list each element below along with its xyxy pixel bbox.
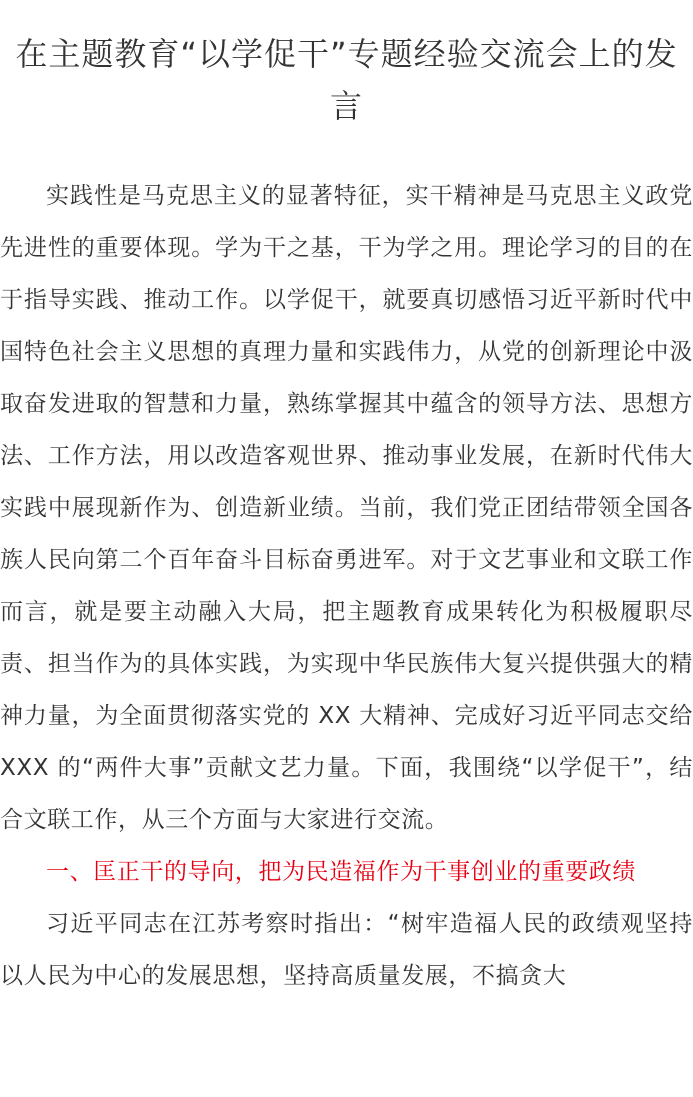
document-body (0, 170, 693, 1002)
body-paragraph: 习近平同志在江苏考察时指出：“树牢造福人民的政绩观坚持以人民为中心的发展思想，坚持高质量发展，不搞贪大 (0, 911, 693, 989)
body-paragraph: 实践性是马克思主义的显著特征，实干精神是马克思主义政党先进性的重要体现。学为干之基，干为学之用。理论学习的目的在于指导实践、推动工作。以学促干，就要真切感悟习近平新时代中国特色社会主义思想的真理力量和实践伟力，从党的创新理论中汲取奋发进取的智慧和力量，熟练掌握其中蕴含的领导方法、思想方法、工作方法，用以改造客观世界、推动事业发展，在新时代伟大实践中展现新作为、创造新业绩。当前，我们党正团结带领全国各族人民向第二个百年奋斗目标奋勇进军。对于文艺事业和文联工作而言，就是要主动融入大局，把主题教育成果转化为积极履职尽责、担当作为的具体实践，为实现中华民族伟大复兴提供强大的精神力量，为全面贯彻落实党的 XX 大精神、完成好习近平同志交给 XXX 的“两件大事”贡献文艺力量。下面，我围绕“以学促干”，结合文联工作，从三个方面与大家进行交流。 (0, 183, 693, 833)
document-title: 在主题教育“以学促干”专题经验交流会上的发言 (15, 35, 678, 125)
section-heading: 一、匡正干的导向，把为民造福作为干事创业的重要政绩 (46, 859, 636, 885)
